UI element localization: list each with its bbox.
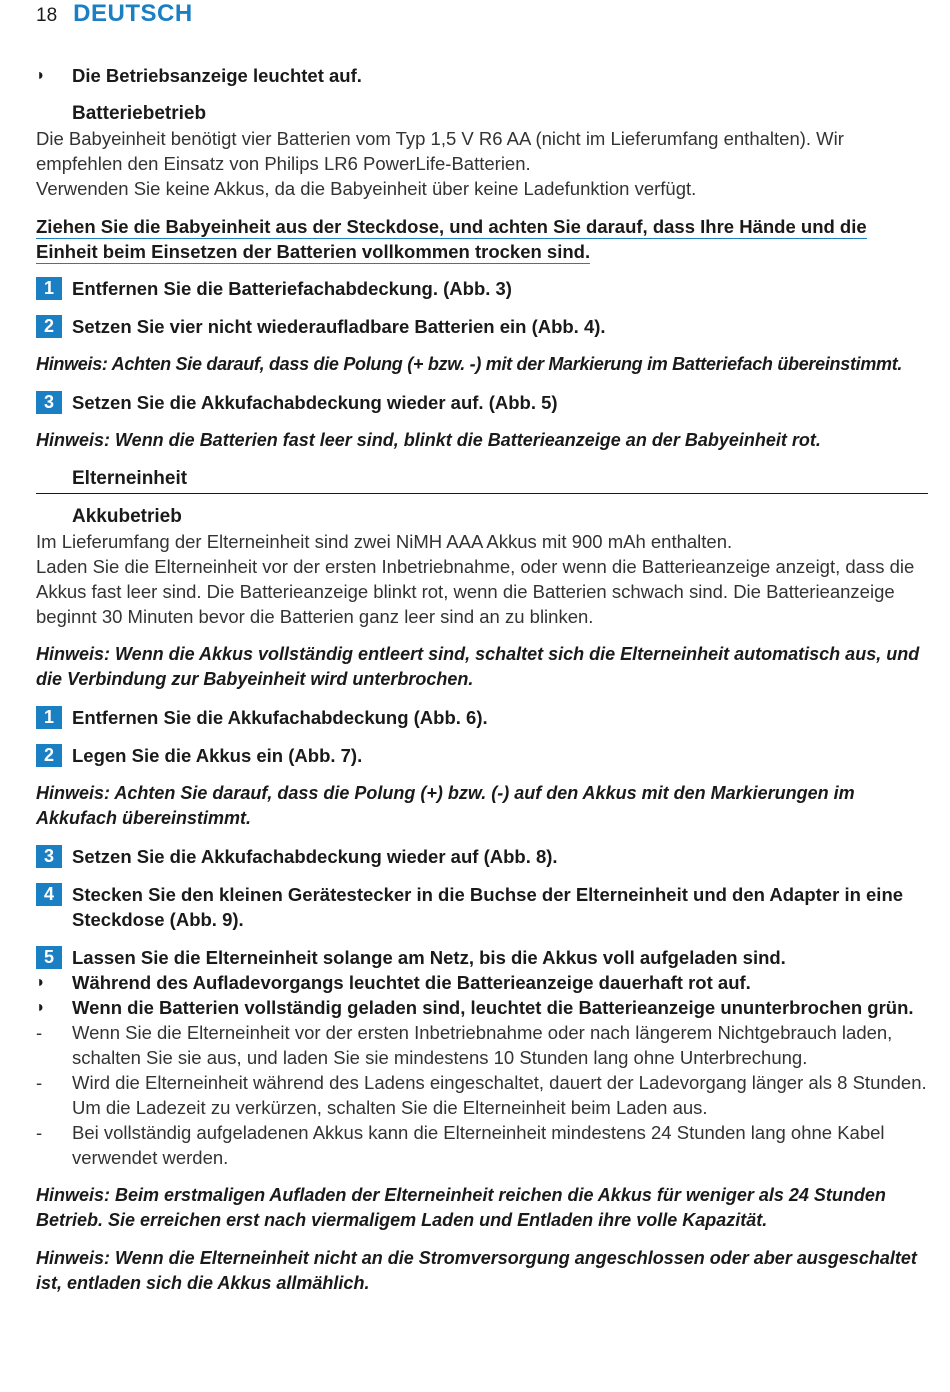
step-item: 1 Entfernen Sie die Batteriefachabdeckung. (Abb. 3) bbox=[36, 276, 928, 301]
step-item: 3 Setzen Sie die Akkufachabdeckung wieder auf (Abb. 8). bbox=[36, 844, 928, 869]
section-heading-elterneinheit: Elterneinheit bbox=[36, 466, 928, 494]
bullet-item: ◗ Wenn die Batterien vollständig geladen sind, leuchtet die Batterieanzeige ununterbrochen grün. bbox=[36, 997, 914, 1018]
dash-item: - Wenn Sie die Elterneinheit vor der ersten Inbetriebnahme oder nach längerem Nichtgebrauch laden, schalten Sie sie aus, und laden Sie sie mindestens 10 Stunden lang ohne Unterbrechung. bbox=[36, 1022, 893, 1068]
step-number-badge: 4 bbox=[36, 883, 62, 906]
note-text: Hinweis: Wenn die Batterien fast leer sind, blinkt die Batterieanzeige an der Babyeinheit rot. bbox=[36, 430, 821, 450]
bullet-item: ◗ Während des Aufladevorgangs leuchtet die Batterieanzeige dauerhaft rot auf. bbox=[36, 972, 751, 993]
dash-icon: - bbox=[36, 1022, 43, 1043]
note-text: Hinweis: Wenn die Akkus vollständig entleert sind, schaltet sich die Elterneinheit automatisch aus, und die Verbindung zur Babyeinheit wird unterbrochen. bbox=[36, 644, 920, 689]
paragraph: Laden Sie die Elterneinheit vor der ersten Inbetriebnahme, oder wenn die Batterieanzeige anzeigt, dass die Akkus fast leer sind. Die Batterieanzeige blinkt rot, wenn die Batterien schwach sind. Die Batterieanzeige beginnt 30 Minuten bevor die Batterien ganz leer sind an zu blinken. bbox=[36, 556, 915, 627]
paragraph: Im Lieferumfang der Elterneinheit sind zwei NiMH AAA Akkus mit 900 mAh enthalten. bbox=[36, 531, 733, 552]
step-item: 4 Stecken Sie den kleinen Gerätestecker in die Buchse der Elterneinheit und den Adapter in eine Steckdose (Abb. 9). bbox=[36, 882, 928, 932]
step-item: 1 Entfernen Sie die Akkufachabdeckung (Abb. 6). bbox=[36, 705, 928, 730]
dash-item: - Bei vollständig aufgeladenen Akkus kann die Elterneinheit mindestens 24 Stunden lang ohne Kabel verwendet werden. bbox=[36, 1122, 885, 1168]
step-item: 3 Setzen Sie die Akkufachabdeckung wieder auf. (Abb. 5) bbox=[36, 390, 928, 415]
step-item: 5 Lassen Sie die Elterneinheit solange am Netz, bis die Akkus voll aufgeladen sind. bbox=[36, 945, 928, 970]
dash-icon: - bbox=[36, 1122, 43, 1143]
step-number-badge: 1 bbox=[36, 277, 62, 300]
bullet-icon: ◗ bbox=[36, 67, 46, 84]
section-language-title: DEUTSCH bbox=[73, 0, 193, 27]
paragraph: Die Babyeinheit benötigt vier Batterien vom Typ 1,5 V R6 AA (nicht im Lieferumfang enthalten). Wir empfehlen den Einsatz von Philips LR6 PowerLife-Batterien. bbox=[36, 128, 844, 174]
note-text: Hinweis: Beim erstmaligen Aufladen der Elterneinheit reichen die Akkus für weniger als 24 Stunden Betrieb. Sie erreichen erst nach viermaligem Laden und Entladen ihre volle Kapazität. bbox=[36, 1185, 886, 1230]
step-item: 2 Legen Sie die Akkus ein (Abb. 7). bbox=[36, 743, 928, 768]
step-number-badge: 3 bbox=[36, 391, 62, 414]
bullet-icon: ◗ bbox=[36, 999, 46, 1016]
page-header bbox=[36, 0, 193, 30]
page-number: 18 bbox=[36, 5, 58, 26]
dash-item: - Wird die Elterneinheit während des Ladens eingeschaltet, dauert der Ladevorgang länger als 8 Stunden. Um die Ladezeit zu verkürzen, schalten Sie die Elterneinheit beim Laden aus. bbox=[36, 1072, 927, 1118]
dash-icon: - bbox=[36, 1072, 43, 1093]
step-number-badge: 2 bbox=[36, 744, 62, 767]
step-number-badge: 1 bbox=[36, 706, 62, 729]
note-text: Hinweis: Achten Sie darauf, dass die Polung (+) bzw. (-) auf den Akkus mit den Markierungen im Akkufach übereinstimmt. bbox=[36, 783, 855, 828]
note-text: Hinweis: Achten Sie darauf, dass die Polung (+ bzw. -) mit der Markierung im Batteriefach übereinstimmt. bbox=[36, 354, 903, 374]
document-body bbox=[36, 63, 928, 1296]
paragraph: Verwenden Sie keine Akkus, da die Babyeinheit über keine Ladefunktion verfügt. bbox=[36, 178, 697, 199]
subheading-akkubetrieb: Akkubetrieb bbox=[72, 506, 182, 527]
note-text: Hinweis: Wenn die Elterneinheit nicht an die Stromversorgung angeschlossen oder aber ausgeschaltet ist, entladen sich die Akkus allmählich. bbox=[36, 1248, 917, 1293]
warning-text: Ziehen Sie die Babyeinheit aus der Steckdose, und achten Sie darauf, dass Ihre Hände und die Einheit beim Einsetzen der Batterien vollkommen trocken sind. bbox=[36, 216, 867, 262]
step-number-badge: 5 bbox=[36, 946, 62, 969]
step-number-badge: 2 bbox=[36, 315, 62, 338]
bullet-item: ◗ Die Betriebsanzeige leuchtet auf. bbox=[36, 65, 362, 86]
bullet-icon: ◗ bbox=[36, 974, 46, 991]
step-item: 2 Setzen Sie vier nicht wiederaufladbare Batterien ein (Abb. 4). bbox=[36, 314, 928, 339]
step-number-badge: 3 bbox=[36, 845, 62, 868]
subheading-batteriebetrieb: Batteriebetrieb bbox=[72, 103, 207, 124]
